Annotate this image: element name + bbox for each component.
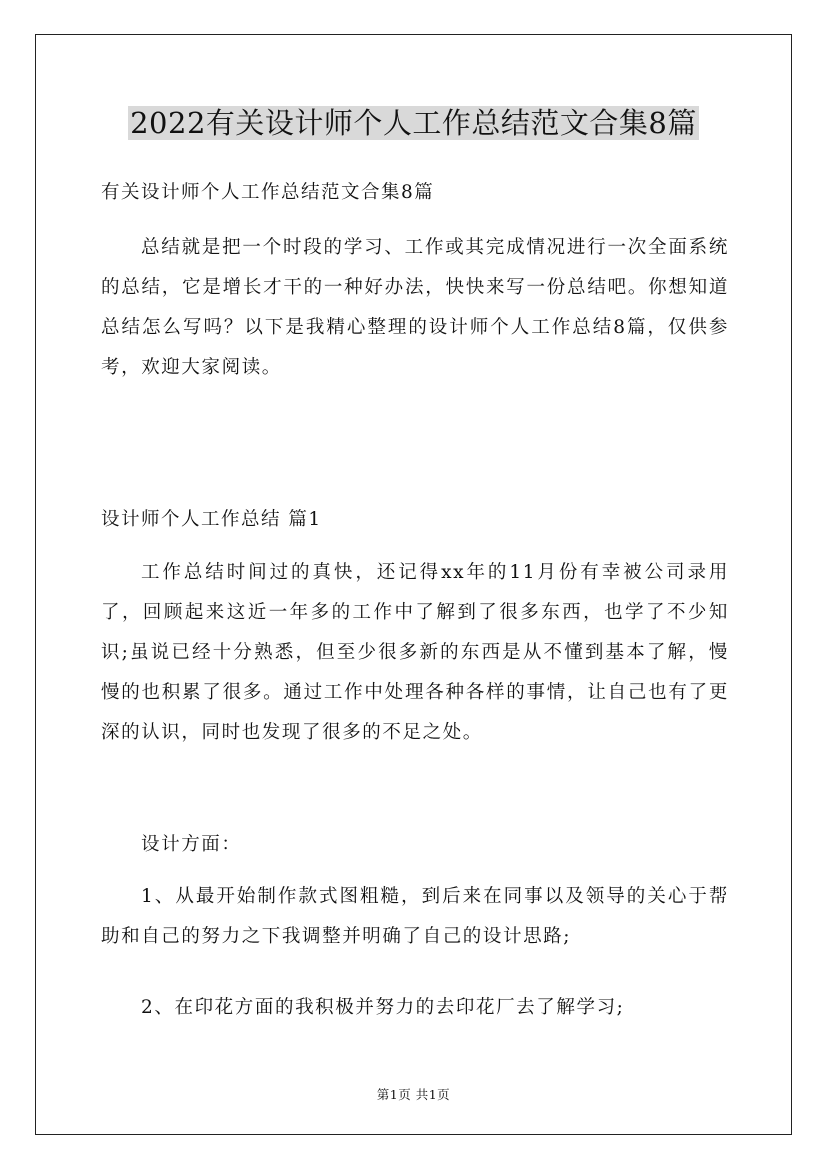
list-item-2: 2、在印花方面的我积极并努力的去印花厂去了解学习; bbox=[141, 997, 625, 1018]
list-item-1: 1、从最开始制作款式图粗糙，到后来在同事以及领导的关心于帮助和自己的努力之下我调整并明确了自己的设计思路; bbox=[101, 886, 729, 947]
intro-paragraph: 总结就是把一个时段的学习、工作或其完成情况进行一次全面系统的总结，它是增长才干的一种好办法，快快来写一份总结吧。你想知道总结怎么写吗？以下是我精心整理的设计师个人工作总结8篇，仅供参考，欢迎大家阅读。 bbox=[101, 237, 729, 378]
section-paragraph: 工作总结时间过的真快，还记得xx年的11月份有幸被公司录用了，回顾起来这近一年多的工作中了解到了很多东西，也学了不少知识;虽说已经十分熟悉，但至少很多新的东西是从不懂到基本了解，慢慢的也积累了很多。通过工作中处理各种各样的事情，让自己也有了更深的认识，同时也发现了很多的不足之处。 bbox=[101, 562, 729, 743]
page-footer: 第1页 共1页 bbox=[376, 1087, 451, 1102]
document-title bbox=[0, 103, 827, 143]
document-title-text: 2022有关设计师个人工作总结范文合集8篇 bbox=[130, 106, 697, 140]
design-heading: 设计方面： bbox=[141, 834, 242, 855]
section-heading: 设计师个人工作总结 篇1 bbox=[101, 509, 322, 530]
document-subtitle: 有关设计师个人工作总结范文合集8篇 bbox=[101, 182, 435, 203]
